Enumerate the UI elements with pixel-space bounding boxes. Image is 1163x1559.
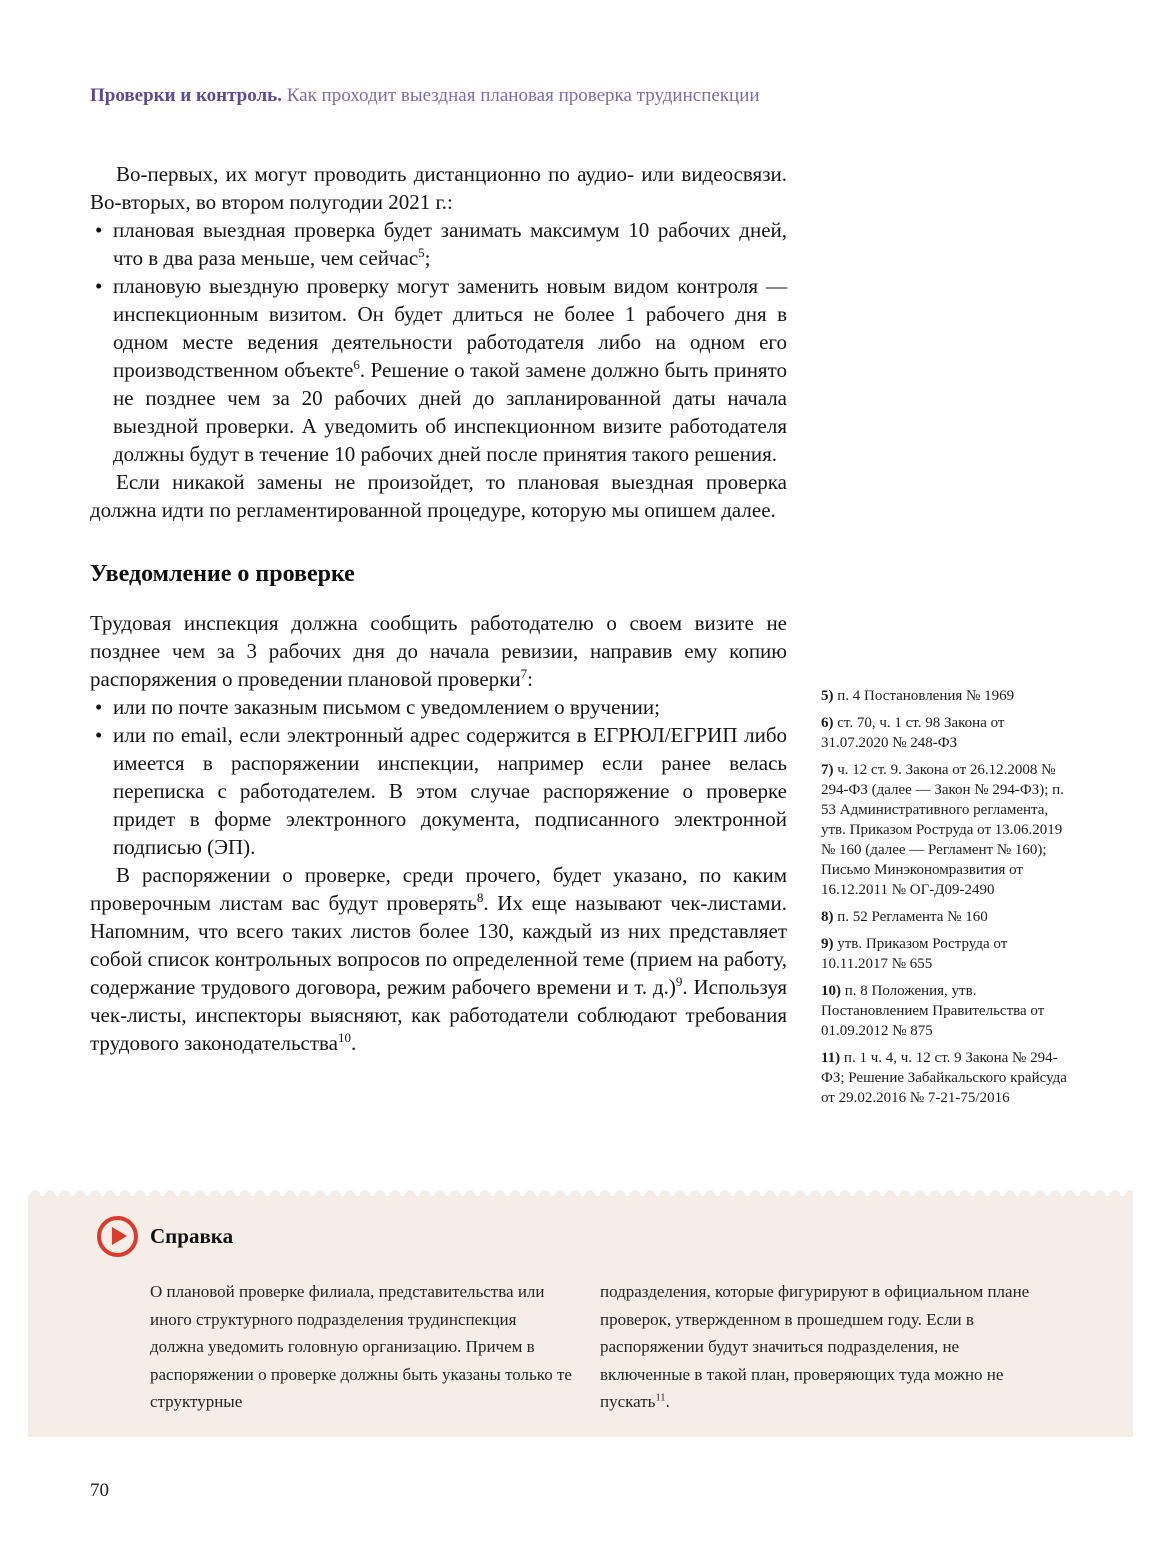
footnote-11 (821, 1048, 1073, 1108)
section-heading: Уведомление о проверке (90, 561, 355, 587)
footnote-number: 6) (821, 715, 834, 731)
paragraph: Если никакой замены не произойдет, то плановая выездная проверка должна идти по регламентированной процедуре, которую мы опишем далее. (90, 470, 787, 522)
footnote-text: п. 4 Постановления № 1969 (837, 688, 1015, 704)
running-head-title: Как проходит выездная плановая проверка трудинспекции (281, 85, 760, 106)
footnote-number: 7) (821, 762, 834, 778)
footnote-number: 8) (821, 909, 834, 925)
paragraph: Во-первых, их могут проводить дистанционно по аудио- или видеосвязи. Во-вторых, во втором полугодии 2021 г.: (90, 162, 787, 214)
paragraph: В распоряжении о проверке, среди прочего, будет указано, по каким проверочным листам вас будут проверять$^8$. Их еще называют чек-листами. Напомним, что всего таких листов более 130, каждый из них представляет собой список контрольных вопросов по определенной теме (прием на работу, содержание трудового договора, режим рабочего времени и т. д.)$^9$. Используя чек-листы, инспекторы выясняют, как работодатели соблюдают требования трудового законодательства$^{10}$. (90, 863, 787, 1055)
footnote-number: 5) (821, 688, 834, 704)
reference-box-title: Справка (150, 1224, 234, 1248)
footnote-9 (821, 934, 1073, 974)
footnote-number: 9) (821, 936, 834, 952)
footnote-8 (821, 907, 1073, 927)
footnote-number: 11) (821, 1050, 841, 1066)
article-body (90, 160, 787, 1057)
bullet-paragraph: • или по почте заказным письмом с уведомлением о вручении; (90, 693, 787, 721)
bullet-paragraph: • плановую выездную проверку могут заменить новым видом контроля — инспекционным визитом. Он будет длиться не более 1 рабочего дня в одном месте ведения деятельности работодателя либо на одном его производственном объекте$^6$. Решение о такой замене должно быть принято не позднее чем за 20 рабочих дней до запланированной даты начала выездной проверки. А уведомить об инспекционном визите работодателя должны будут в течение 10 рабочих дней после принятия такого решения. (90, 272, 787, 468)
play-icon (97, 1216, 138, 1257)
footnote-text: п. 1 ч. 4, ч. 12 ст. 9 Закона № 294-ФЗ; Решение Забайкальского крайсуда от 29.02.2016 № 7-21-75/2016 (821, 1050, 1067, 1106)
footnote-text: п. 8 Положения, утв. Постановлением Правительства от 01.09.2012 № 875 (821, 983, 1045, 1039)
footnote-text: п. 52 Регламента № 160 (837, 909, 988, 925)
reference-box (28, 1196, 1133, 1437)
footnote-5 (821, 686, 1073, 706)
running-head (90, 84, 1090, 108)
bullet-paragraph: • плановая выездная проверка будет занимать максимум 10 рабочих дней, что в два раза меньше, чем сейчас$^5$; (90, 216, 787, 272)
running-head-section: Проверки и контроль. (90, 85, 282, 106)
bullet-paragraph: • или по email, если электронный адрес содержится в ЕГРЮЛ/ЕГРИП либо имеется в распоряжении инспекции, например если ранее велась переписка с работодателем. В этом случае распоряжение о проверке придет в форме электронного документа, подписанного электронной подписью (ЭП). (90, 721, 787, 861)
paragraph: Трудовая инспекция должна сообщить работодателю о своем визите не позднее чем за 3 рабочих дня до начала ревизии, направив ему копию распоряжения о проведении плановой проверки$^7$: (90, 611, 787, 691)
footnote-number: 10) (821, 983, 841, 999)
footnote-6 (821, 713, 1073, 753)
footnote-7 (821, 760, 1073, 900)
reference-box-column-1: О плановой проверке филиала, представительства или иного структурного подразделения трудинспекция должна уведомить головную организацию. Причем в распоряжении о проверке должны быть указаны только те структурные (150, 1282, 572, 1411)
footnote-text: ст. 70, ч. 1 ст. 98 Закона от 31.07.2020 № 248-ФЗ (821, 715, 1005, 751)
footnote-text: утв. Приказом Роструда от 10.11.2017 № 655 (821, 936, 1008, 972)
reference-box-column-2: подразделения, которые фигурируют в официальном плане проверок, утвержденном в прошедшем году. Если в распоряжении будут значиться подразделения, не включенные в такой план, проверяющих туда можно не пускать$^{11}$. (600, 1282, 1030, 1411)
footnote-10 (821, 981, 1073, 1041)
page-number: 70 (90, 1480, 109, 1501)
footnotes-sidebar (821, 686, 1073, 1115)
footnote-text: ч. 12 ст. 9. Закона от 26.12.2008 № 294-ФЗ (далее — Закон № 294-ФЗ); п. 53 Административного регламента, утв. Приказом Роструда от 13.06.2019 № 160 (далее — Регламент № 160); Письмо Минэкономразвития от 16.12.2011 № ОГ-Д09-2490 (821, 762, 1064, 898)
